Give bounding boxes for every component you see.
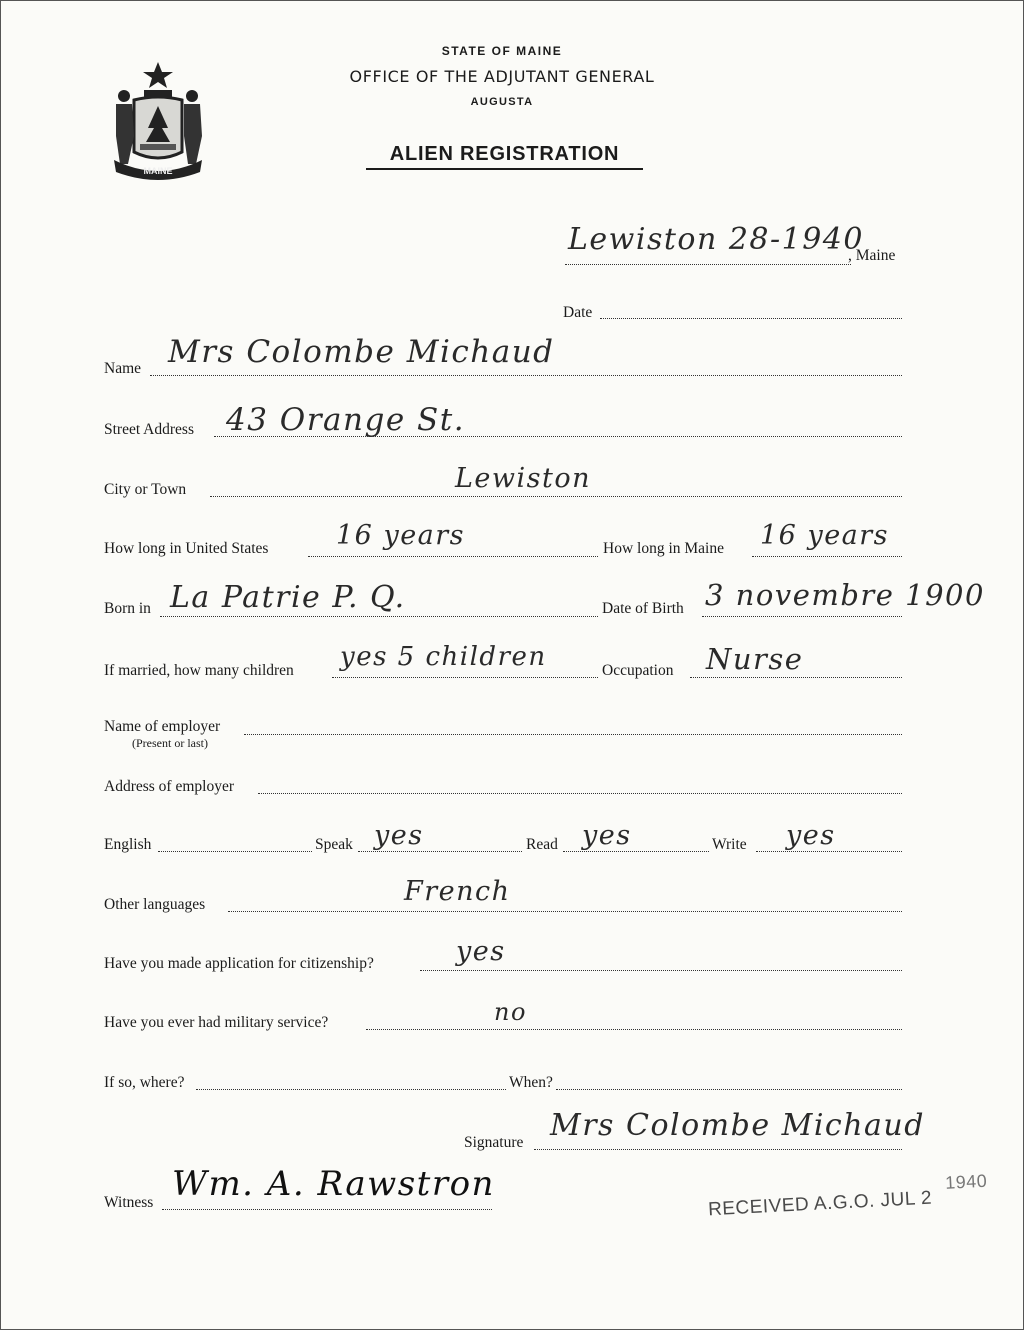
street-label: Street Address <box>104 421 194 438</box>
how-long-us-value: 16 years <box>336 520 466 551</box>
write-line <box>756 851 902 852</box>
witness-line <box>162 1209 492 1210</box>
speak-value: yes <box>374 820 424 851</box>
header-office: OFFICE OF THE ADJUTANT GENERAL <box>349 67 655 86</box>
occupation-value: Nurse <box>706 642 804 676</box>
when-label: When? <box>509 1074 553 1091</box>
date-line <box>600 318 902 319</box>
received-stamp-text: RECEIVED A.G.O. JUL 2 <box>707 1187 933 1221</box>
name-value: Mrs Colombe Michaud <box>168 334 555 370</box>
signature-value: Mrs Colombe Michaud <box>550 1108 925 1143</box>
city-value: Lewiston <box>455 463 592 494</box>
form-title: ALIEN REGISTRATION <box>366 143 643 170</box>
occupation-label: Occupation <box>602 662 674 679</box>
name-label: Name <box>104 360 142 377</box>
header-state: STATE OF MAINE <box>441 44 563 58</box>
city-label: City or Town <box>104 481 187 498</box>
speak-label: Speak <box>315 836 353 853</box>
read-line <box>563 851 709 852</box>
born-in-value: La Patrie P. Q. <box>170 580 406 615</box>
english-line <box>158 851 312 852</box>
citizenship-value: yes <box>456 936 506 967</box>
english-label: English <box>104 836 152 853</box>
how-long-maine-value: 16 years <box>760 520 890 551</box>
born-in-label: Born in <box>104 600 151 617</box>
employer-note: (Present or last) <box>132 736 208 750</box>
place-date-value: Lewiston 28-1940 <box>568 222 864 257</box>
witness-label: Witness <box>104 1194 154 1211</box>
children-value: yes 5 children <box>340 642 547 672</box>
other-languages-line <box>228 911 902 912</box>
street-value: 43 Orange St. <box>226 402 466 438</box>
military-label: Have you ever had military service? <box>104 1014 329 1031</box>
if-so-where-line <box>196 1089 506 1090</box>
military-line <box>366 1029 902 1030</box>
if-so-where-label: If so, where? <box>104 1074 185 1091</box>
employer-label: Name of employer <box>104 718 221 735</box>
read-value: yes <box>582 820 632 851</box>
how-long-us-line <box>308 556 598 557</box>
married-label: If married, how many children <box>104 662 294 679</box>
date-label: Date <box>563 304 593 321</box>
received-stamp-year: 1940 <box>944 1170 988 1193</box>
speak-line <box>358 851 522 852</box>
signature-label: Signature <box>464 1134 524 1151</box>
born-in-line <box>160 616 598 617</box>
how-long-us-label: How long in United States <box>104 540 269 557</box>
header-city: AUGUSTA <box>470 96 534 108</box>
city-line <box>210 496 902 497</box>
how-long-maine-label: How long in Maine <box>603 540 724 557</box>
when-line <box>556 1089 902 1090</box>
married-line <box>332 677 598 678</box>
write-label: Write <box>712 836 747 853</box>
dob-label: Date of Birth <box>602 600 684 617</box>
read-label: Read <box>526 836 558 853</box>
dob-line <box>702 616 902 617</box>
signature-line <box>534 1149 902 1150</box>
employer-address-label: Address of employer <box>104 778 234 795</box>
military-value: no <box>494 998 527 1026</box>
dob-value: 3 novembre 1900 <box>705 578 985 612</box>
seal-banner-text: MAINE <box>143 166 173 176</box>
citizenship-line <box>420 970 902 971</box>
employer-address-line <box>258 793 902 794</box>
witness-value: Wm. A. Rawstron <box>172 1164 495 1204</box>
other-languages-value: French <box>404 876 511 907</box>
other-languages-label: Other languages <box>104 896 206 913</box>
name-line <box>150 375 902 376</box>
employer-line <box>244 734 902 735</box>
occupation-line <box>690 677 902 678</box>
maine-label: , Maine <box>848 247 896 264</box>
citizenship-label: Have you made application for citizenship? <box>104 955 374 972</box>
how-long-maine-line <box>752 556 902 557</box>
write-value: yes <box>786 820 836 851</box>
place-line <box>565 264 851 265</box>
